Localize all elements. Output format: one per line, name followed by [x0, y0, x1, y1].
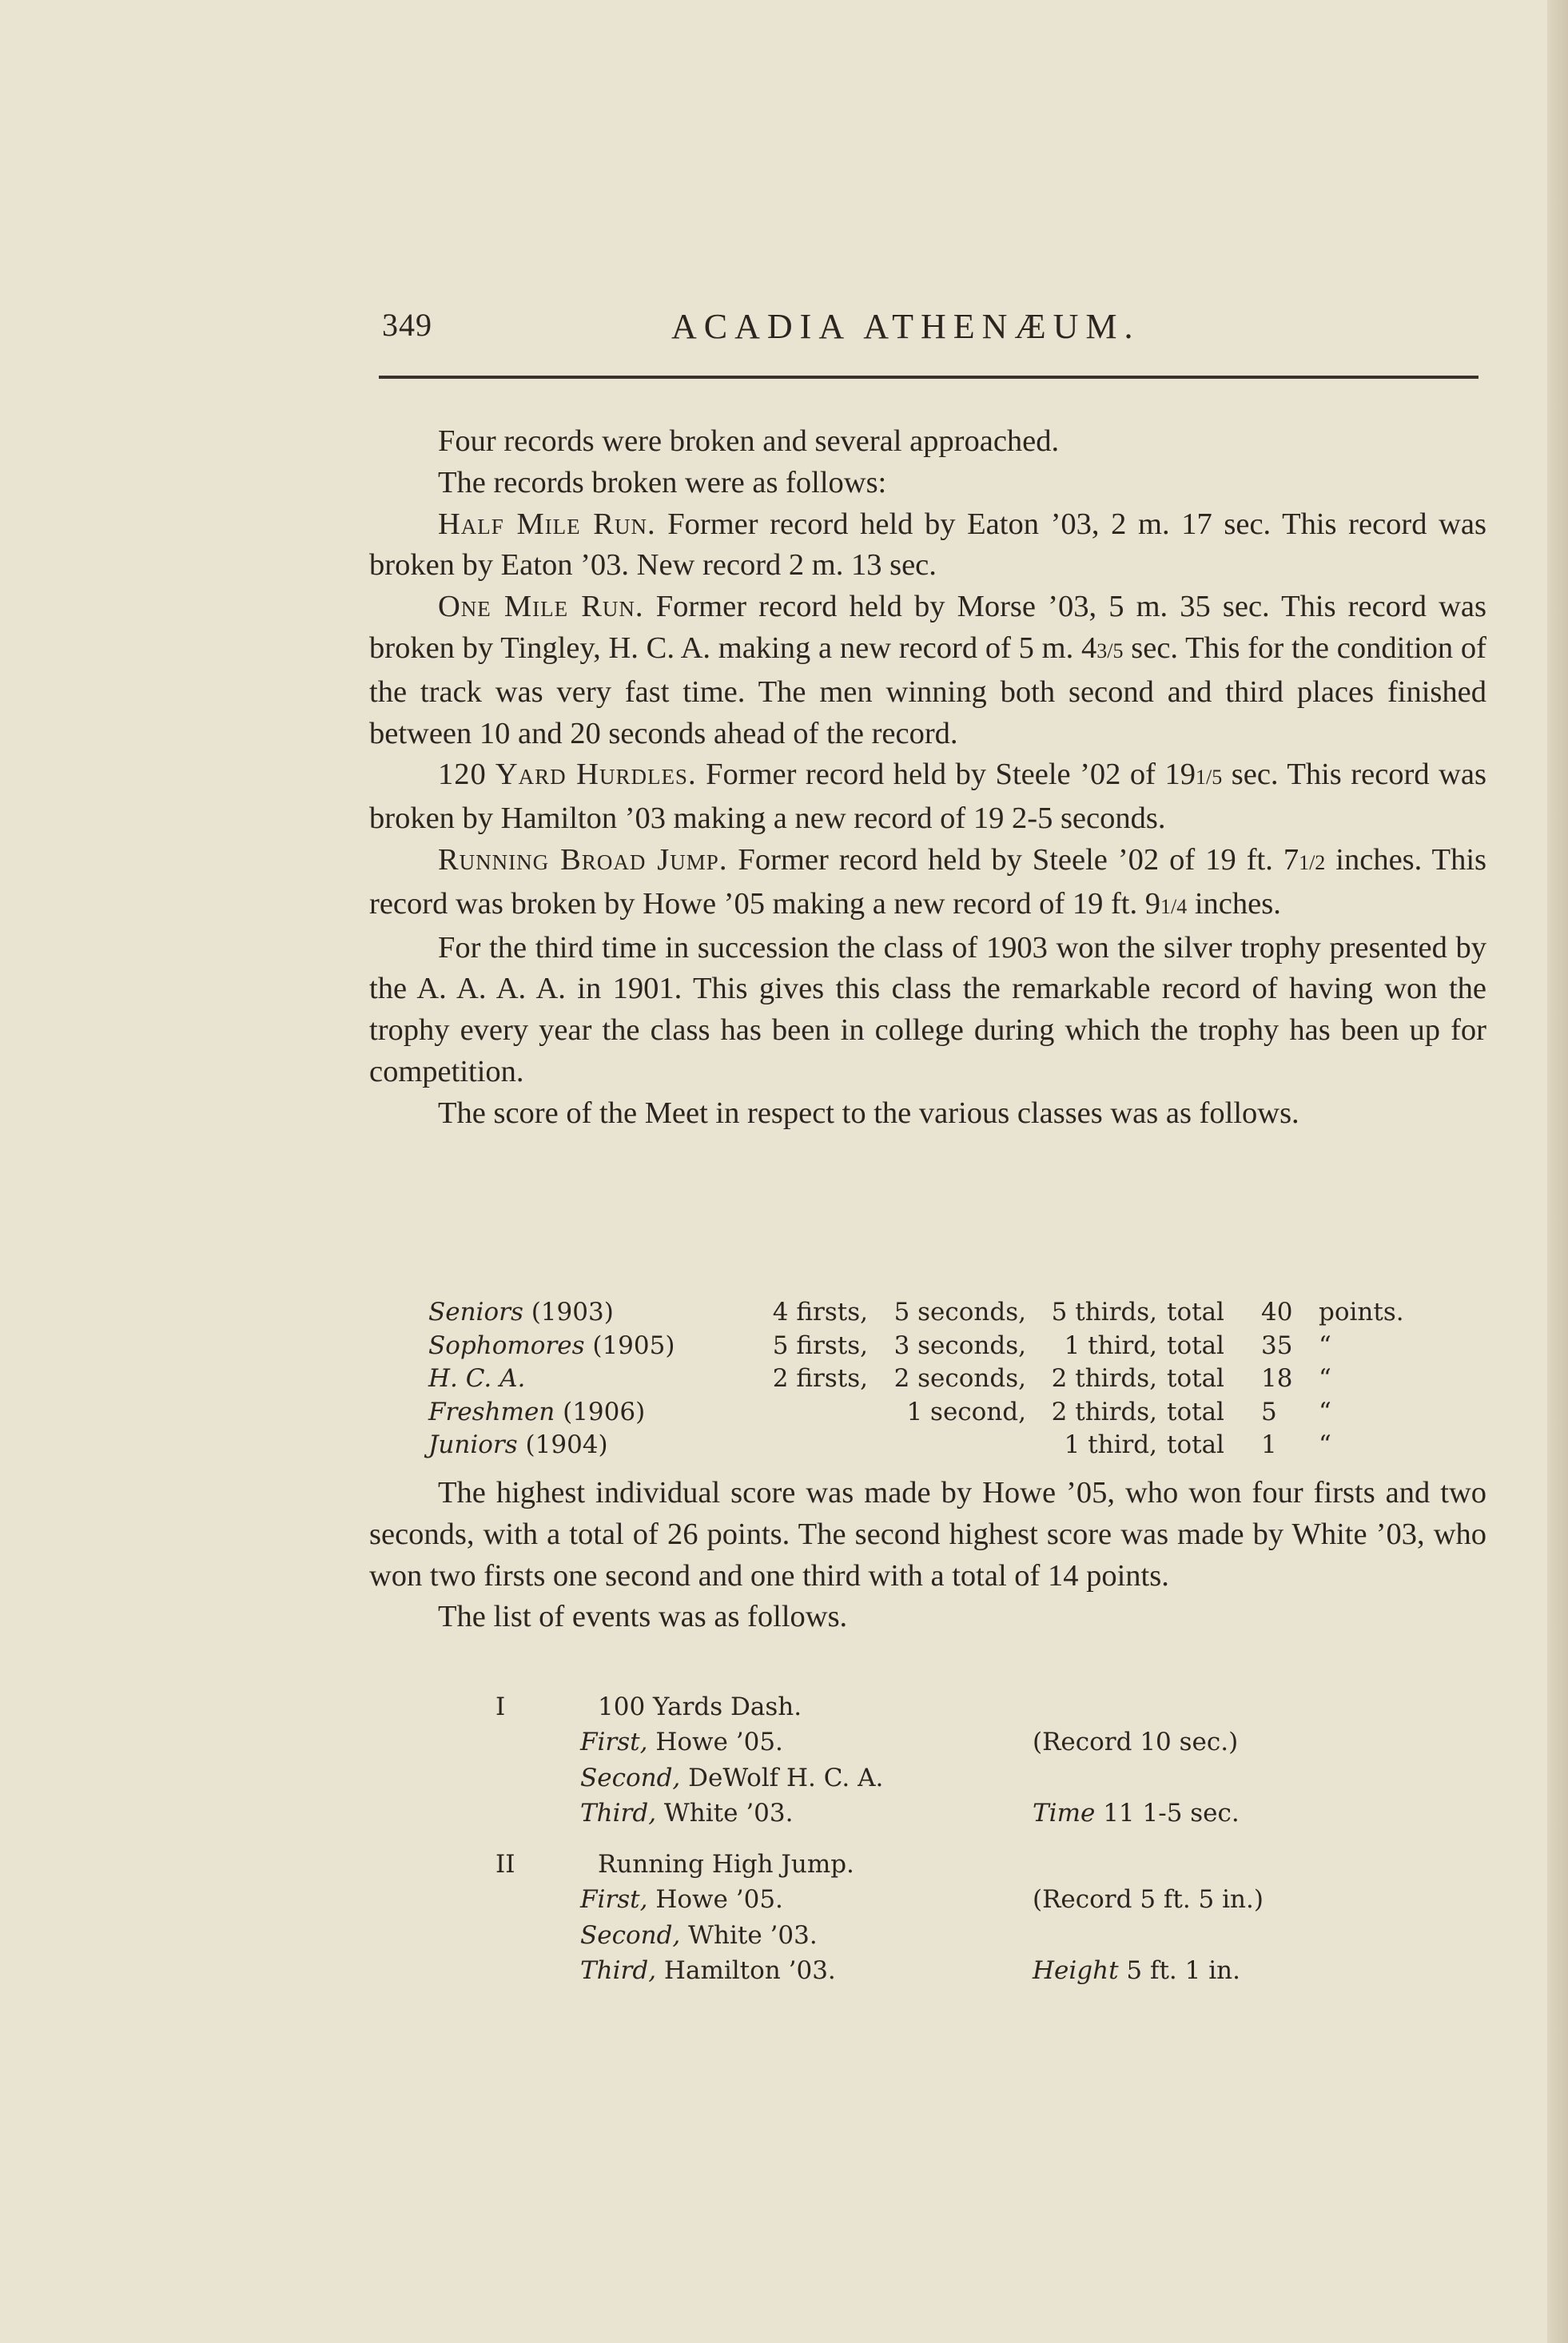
score-thirds: 1 third,	[1064, 1331, 1157, 1360]
class-name-cell	[428, 1330, 732, 1363]
running-title: ACADIA ATHENÆUM.	[671, 307, 1140, 346]
score-seconds: 5 seconds,	[893, 1298, 1026, 1327]
article-body-continued	[369, 1473, 1486, 1638]
score-total: total	[1167, 1298, 1224, 1327]
page-number: 349	[382, 307, 432, 343]
score-total: total	[1167, 1364, 1224, 1393]
class-year: (1905)	[584, 1331, 675, 1360]
score-unit: “	[1319, 1364, 1331, 1393]
event-title: Running High Jump.	[598, 1850, 854, 1879]
fraction: 1/5	[1196, 766, 1223, 790]
event-running-high-jump	[495, 1847, 1375, 1991]
paragraph-score-intro: The score of the Meet in respect to the various classes was as follows.	[438, 1096, 1299, 1130]
record-note: (Record 10 sec.)	[1033, 1728, 1239, 1756]
third-place: Third, Hamilton ’03.	[580, 1956, 836, 1985]
score-unit: “	[1319, 1331, 1331, 1360]
second-place: Second, DeWolf H. C. A.	[580, 1764, 884, 1792]
score-thirds: 2 thirds,	[1051, 1364, 1157, 1393]
score-points: 18	[1261, 1364, 1293, 1393]
event-heading: One Mile Run.	[438, 590, 644, 624]
article-body	[369, 421, 1486, 1135]
class-name: Seniors	[428, 1298, 523, 1327]
paragraph-individual-score: The highest individual score was made by Howe ’05, who won four firsts and two seconds, with a total of 26 points. The second highest score was made by White ’03, who won two firsts one second and one third with a total of 14 points.	[369, 1476, 1486, 1593]
class-name-cell	[428, 1396, 732, 1430]
fraction: 3/5	[1096, 638, 1124, 662]
fraction: 1/2	[1299, 850, 1326, 874]
score-seconds: 3 seconds,	[893, 1331, 1026, 1360]
score-points: 40	[1261, 1298, 1293, 1327]
score-points: 5	[1261, 1397, 1277, 1426]
paragraph-one-mile: One Mile Run. Former record held by Morse ’03, 5 m. 35 sec. This record was broken by Tingley, H. C. A. making a new record of 5 m. 43/5 sec. This for the condition of the track was very fast time. The men winning both second and third places finished between 10 and 20 seconds ahead of the record.	[369, 590, 1486, 750]
class-name-cell	[428, 1296, 732, 1330]
score-firsts: 4 firsts,	[772, 1298, 868, 1327]
paragraph: Four records were broken and several approached.	[438, 424, 1060, 458]
score-row	[428, 1330, 1404, 1363]
class-year: (1903)	[523, 1298, 614, 1327]
score-total: total	[1167, 1397, 1224, 1426]
score-row	[428, 1362, 1404, 1396]
paragraph-hurdles: 120 Yard Hurdles. Former record held by Steele ’02 of 191/5 sec. This record was broken by Hamilton ’03 making a new record of 19 2-5 seconds.	[369, 758, 1486, 836]
result-note: Time 11 1-5 sec.	[1033, 1799, 1240, 1828]
header-rule	[379, 376, 1478, 379]
class-name: Juniors	[428, 1430, 518, 1459]
paragraph-trophy: For the third time in succession the class of 1903 won the silver trophy presented by the A. A. A. A. in 1901. This gives this class the remarkable record of having won the trophy every year the class has been in college during which the trophy has been up for competition.	[369, 930, 1486, 1088]
event-numeral: II	[495, 1850, 515, 1879]
paragraph-broad-jump: Running Broad Jump. Former record held by Steele ’02 of 19 ft. 71/2 inches. This record was broken by Howe ’05 making a new record of 19 ft. 91/4 inches.	[369, 842, 1487, 921]
score-thirds: 1 third,	[1064, 1430, 1157, 1459]
first-place: First, Howe ’05.	[580, 1885, 783, 1914]
class-name: Sophomores	[428, 1331, 585, 1360]
score-firsts: 2 firsts,	[772, 1364, 868, 1393]
record-note: (Record 5 ft. 5 in.)	[1033, 1885, 1264, 1914]
score-row	[428, 1429, 1404, 1462]
score-total: total	[1167, 1430, 1224, 1459]
score-row	[428, 1396, 1404, 1430]
event-100-yards-dash	[495, 1689, 1375, 1833]
paragraph-half-mile: Half Mile Run. Former record held by Eaton ’03, 2 m. 17 sec. This record was broken by Eaton ’03. New record 2 m. 13 sec.	[369, 507, 1486, 583]
score-unit: “	[1319, 1397, 1331, 1426]
class-name: Freshmen	[428, 1397, 555, 1426]
paragraph-events-intro: The list of events was as follows.	[438, 1600, 848, 1634]
score-seconds: 1 second,	[906, 1397, 1026, 1426]
score-points: 1	[1261, 1430, 1277, 1459]
score-row	[428, 1296, 1404, 1330]
paragraph: The records broken were as follows:	[438, 465, 887, 499]
event-heading: Half Mile Run.	[438, 507, 656, 541]
result-note: Height 5 ft. 1 in.	[1033, 1956, 1240, 1985]
event-title: 100 Yards Dash.	[598, 1693, 802, 1721]
score-unit: “	[1319, 1430, 1331, 1459]
class-year: (1904)	[517, 1430, 608, 1459]
score-firsts: 5 firsts,	[772, 1331, 868, 1360]
score-unit: points.	[1319, 1298, 1404, 1327]
score-points: 35	[1261, 1331, 1293, 1360]
class-name-cell	[428, 1362, 732, 1396]
score-seconds: 2 seconds,	[893, 1364, 1026, 1393]
score-thirds: 2 thirds,	[1051, 1397, 1157, 1426]
class-year: (1906)	[555, 1397, 646, 1426]
score-firsts	[732, 1429, 874, 1462]
score-total: total	[1167, 1331, 1224, 1360]
class-name-cell	[428, 1429, 732, 1462]
class-name: H. C. A.	[428, 1364, 526, 1393]
fraction: 1/4	[1160, 894, 1188, 918]
score-firsts	[732, 1396, 874, 1430]
event-numeral: I	[495, 1693, 506, 1721]
first-place: First, Howe ’05.	[580, 1728, 783, 1756]
event-heading: 120 Yard Hurdles.	[438, 758, 697, 792]
second-place: Second, White ’03.	[580, 1921, 818, 1950]
event-heading: Running Broad Jump.	[438, 842, 728, 877]
score-seconds	[874, 1429, 1037, 1462]
page-header	[382, 306, 1485, 354]
score-thirds: 5 thirds,	[1051, 1298, 1157, 1327]
third-place: Third, White ’03.	[580, 1799, 794, 1828]
page-edge	[1547, 0, 1568, 2343]
class-score-table	[428, 1296, 1404, 1462]
